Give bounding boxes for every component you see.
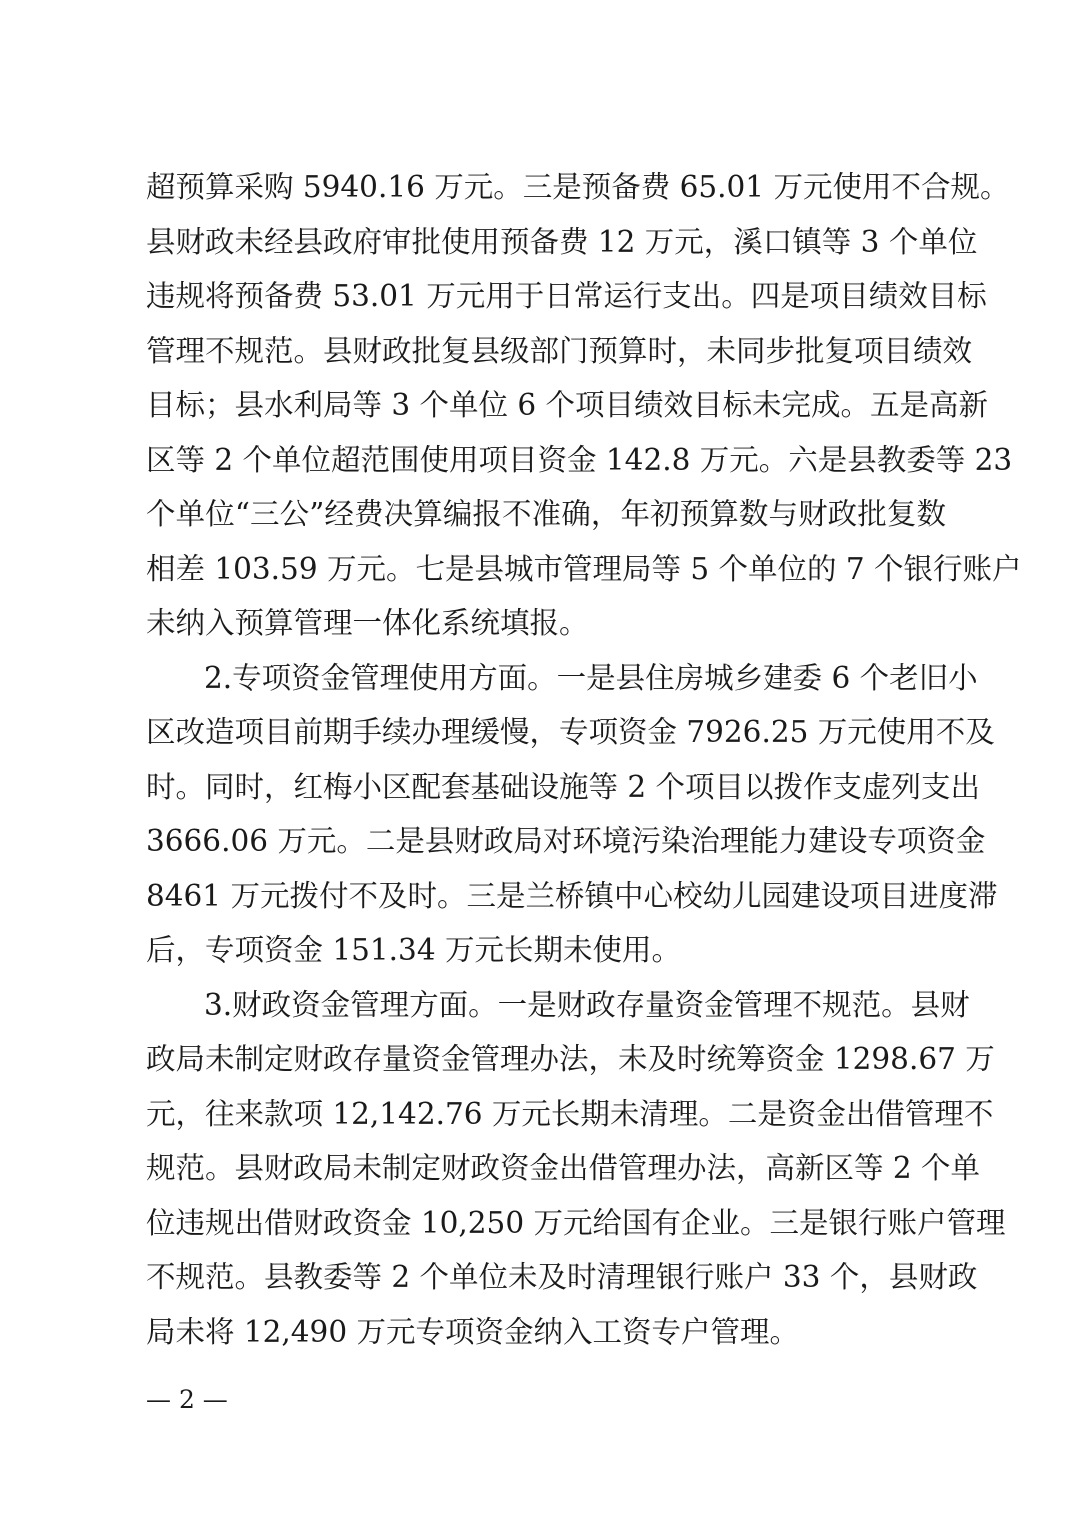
text-line: 超预算采购 5940.16 万元。三是预备费 65.01 万元使用不合规。	[146, 170, 1010, 204]
text-line: 管理不规范。县财政批复县级部门预算时，未同步批复项目绩效	[146, 333, 973, 368]
text-line: 区改造项目前期手续办理缓慢，专项资金 7926.25 万元使用不及	[146, 715, 995, 749]
text-line: 位违规出借财政资金 10,250 万元给国有企业。三是银行账户管理	[146, 1205, 1006, 1240]
text-line: 局未将 12,490 万元专项资金纳入工资专户管理。	[146, 1314, 799, 1349]
text-line: 规范。县财政局未制定财政资金出借管理办法，高新区等 2 个单	[146, 1151, 981, 1185]
page-number: — 2 —	[146, 1385, 228, 1414]
text-line: 违规将预备费 53.01 万元用于日常运行支出。四是项目绩效目标	[146, 279, 987, 313]
text-line: 政局未制定财政存量资金管理办法，未及时统筹资金 1298.67 万	[146, 1042, 995, 1076]
document-body	[146, 160, 1022, 1359]
text-line: 2.专项资金管理使用方面。一是县住房城乡建委 6 个老旧小	[204, 660, 978, 695]
text-line: 区等 2 个单位超范围使用项目资金 142.8 万元。六是县教委等 23	[146, 442, 1013, 477]
text-line: 元，往来款项 12,142.76 万元长期未清理。二是资金出借管理不	[146, 1096, 994, 1131]
text-line: 个单位“三公”经费决算编报不准确，年初预算数与财政批复数	[146, 497, 946, 531]
text-line: 相差 103.59 万元。七是县城市管理局等 5 个单位的 7 个银行账户	[146, 551, 1022, 586]
text-line: 未纳入预算管理一体化系统填报。	[146, 606, 589, 640]
text-line: 时。同时，红梅小区配套基础设施等 2 个项目以拨作支虚列支出	[146, 769, 981, 804]
text-line: 不规范。县教委等 2 个单位未及时清理银行账户 33 个，县财政	[146, 1260, 978, 1294]
text-line: 8461 万元拨付不及时。三是兰桥镇中心校幼儿园建设项目进度滞	[146, 878, 998, 913]
text-line: 3.财政资金管理方面。一是财政存量资金管理不规范。县财	[204, 987, 970, 1022]
text-line: 3666.06 万元。二是县财政局对环境污染治理能力建设专项资金	[146, 824, 986, 858]
text-line: 后，专项资金 151.34 万元长期未使用。	[146, 933, 681, 967]
text-line: 县财政未经县政府审批使用预备费 12 万元，溪口镇等 3 个单位	[146, 224, 978, 259]
text-line: 目标；县水利局等 3 个单位 6 个项目绩效目标未完成。五是高新	[146, 388, 989, 422]
